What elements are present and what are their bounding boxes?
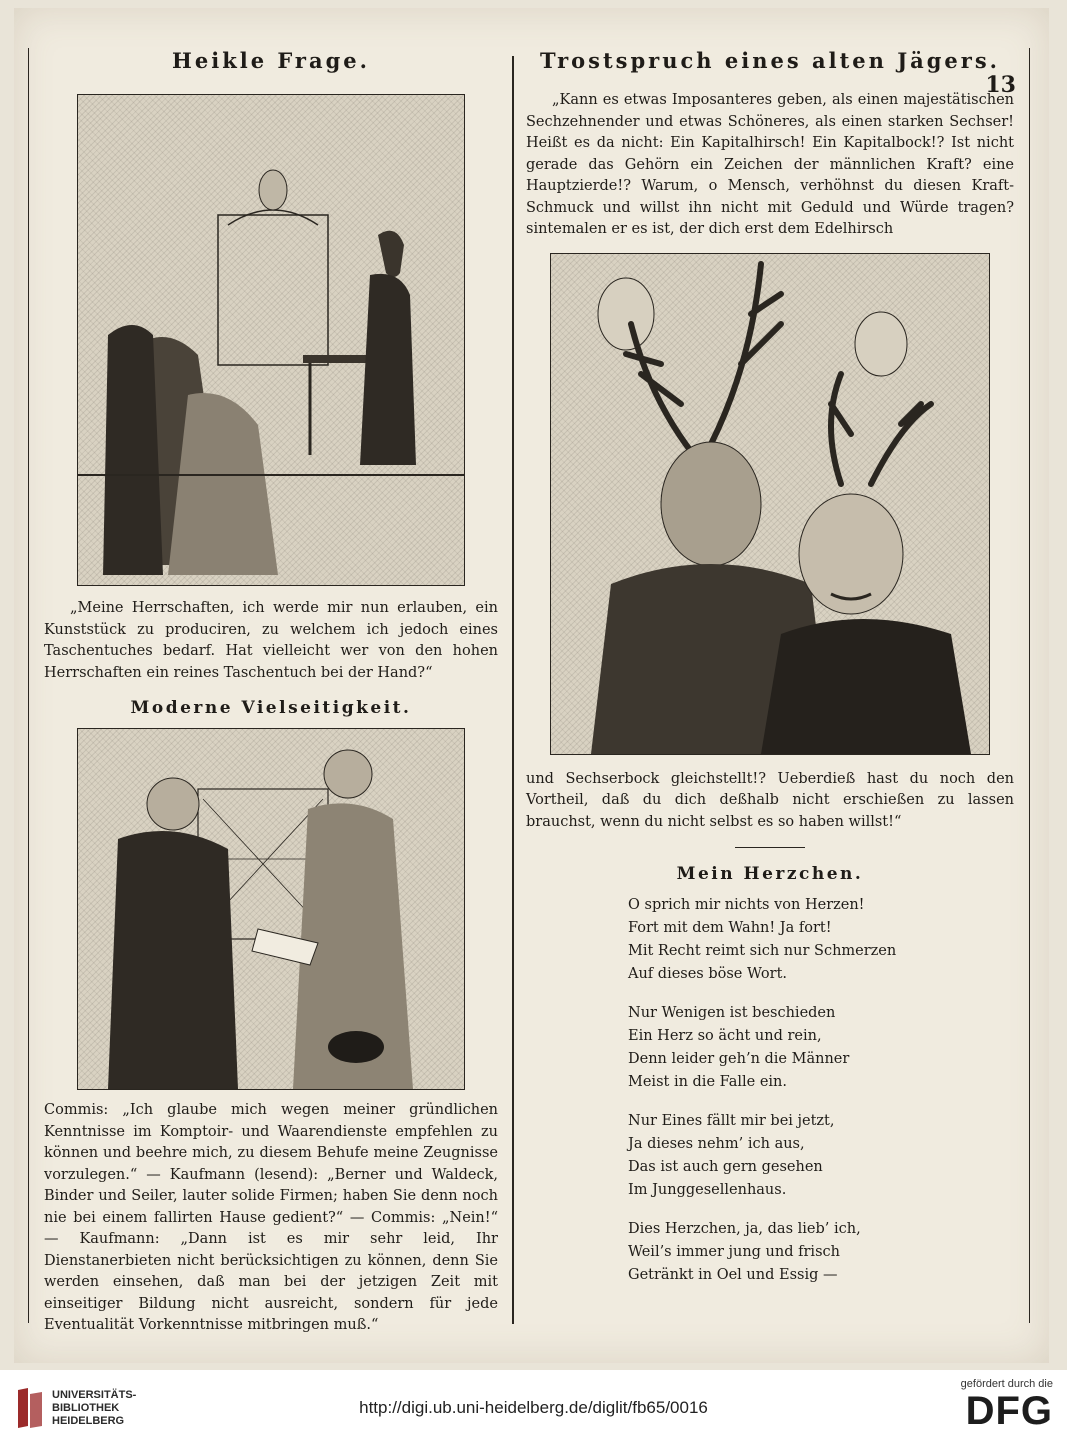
- poem-line: Meist in die Falle ein.: [628, 1074, 787, 1090]
- article-title-moderne-vielseitigkeit: Moderne Vielseitigkeit.: [130, 698, 412, 718]
- logo-line: BIBLIOTHEK: [52, 1401, 120, 1414]
- column-divider: [512, 56, 514, 1324]
- poem-line: Im Junggesellenhaus.: [628, 1182, 787, 1198]
- poem-stanza: [628, 1110, 1020, 1202]
- left-column: [36, 48, 506, 1337]
- poem-stanza: [628, 1002, 1020, 1094]
- poem-line: Nur Wenigen ist beschieden: [628, 1005, 836, 1021]
- poem-line: Ja dieses nehm’ ich aus,: [628, 1136, 805, 1152]
- logo-line: HEIDELBERG: [52, 1414, 125, 1427]
- poem-line: Mit Recht reimt sich nur Schmerzen: [628, 943, 897, 959]
- poem-mein-herzchen: [520, 894, 1020, 1287]
- poem-stanza: [628, 1218, 1020, 1287]
- page-number: 13: [985, 72, 1016, 98]
- poem-line: Denn leider geh’n die Männer: [628, 1051, 850, 1067]
- poem-line: Getränkt in Oel und Essig —: [628, 1267, 838, 1283]
- poem-stanza: [628, 894, 1020, 986]
- dialogue-moderne-vielseitigkeit: Commis: „Ich glaube mich wegen meiner gründlichen Kenntnisse im Komptoir- und Waarendienste empfehlen zu können und beehre mich, zu diesem Behufe meine Zeugnisse vorzulegen.“ — Kaufmann (lesend): „Berner und Waldeck, Binder und Seiler, lauter solide Firmen; haben Sie denn noch nie bei einem fallirten Hause gedient?“ — Commis: „Nein!“ — Kaufmann: „Dann ist es mir sehr leid, Ihr Dienstanerbieten nicht berücksichtigen zu können, denn Sie werden einsehen, daß man bei der jetzigen Zeit mit einseitiger Bildung nicht ausreicht, sondern für jede Eventualität Vorkenntnisse mitbringen muß.“: [44, 1102, 498, 1333]
- article-title-heikle-frage: Heikle Frage.: [172, 48, 370, 73]
- poem-line: Dies Herzchen, ja, das lieb’ ich,: [628, 1221, 861, 1237]
- poem-line: Nur Eines fällt mir bei jetzt,: [628, 1113, 835, 1129]
- section-divider: [735, 847, 805, 848]
- poem-line: O sprich mir nichts von Herzen!: [628, 897, 865, 913]
- engraving-merchant-and-clerk: [78, 729, 464, 1089]
- poem-line: Das ist auch gern gesehen: [628, 1159, 823, 1175]
- poem-title-mein-herzchen: Mein Herzchen.: [676, 864, 864, 884]
- illustration-magician: [77, 94, 465, 586]
- scanned-page: [14, 8, 1049, 1363]
- logo-line: UNIVERSITÄTS-: [52, 1388, 137, 1401]
- poem-line: Auf dieses böse Wort.: [628, 966, 788, 982]
- illustration-horned-men: [550, 253, 990, 755]
- poem-line: Fort mit dem Wahn! Ja fort!: [628, 920, 832, 936]
- poem-line: Ein Herz so ächt und rein,: [628, 1028, 822, 1044]
- footer-bar: [0, 1370, 1067, 1448]
- engraving-antlered-gentlemen: [551, 254, 989, 754]
- dfg-funding-block[interactable]: [961, 1378, 1053, 1432]
- caption-heikle-frage: „Meine Herrschaften, ich werde mir nun erlauben, ein Kunststück zu produciren, zu welchem ich jedoch eines Taschentuches bedarf. Hat vielleicht wer von den hohen Herrschaften ein reines Taschentuch bei der Hand?“: [44, 600, 498, 681]
- permalink-url[interactable]: http://digi.ub.uni-heidelberg.de/diglit/fb65/0016: [359, 1398, 708, 1417]
- right-column: [520, 48, 1020, 1303]
- dfg-logo: DFG: [965, 1389, 1053, 1433]
- text-trostspruch-part2: und Sechserbock gleichstellt!? Ueberdieß hast du noch den Vortheil, daß du dich deßhalb nicht erschießen zu lassen brauchst, wenn du nicht selbst es so haben willst!“: [526, 770, 1014, 830]
- engraving-magician-scene: [78, 95, 464, 585]
- illustration-merchant-clerk: [77, 728, 465, 1090]
- article-title-trostspruch: Trostspruch eines alten Jägers.: [539, 48, 1000, 73]
- funding-note: gefördert durch die: [960, 1378, 1053, 1390]
- text-trostspruch-part1: „Kann es etwas Imposanteres geben, als einen majestätischen Sechzehnender und etwas Schöneres, als einen starken Sechser! Heißt es da nicht: Ein Kapitalhirsch! Ein Kapitalbock!? Ist nicht gerade das Gehörn ein Zeichen der männlichen Kraft? eine Hauptzierde!? Warum, o Mensch, verhöhnst du diesen Kraft-Schmuck und willst ihn nicht mit Geduld und Würde tragen? sintemalen er es ist, der dich erst dem Edelhirsch: [526, 92, 1014, 237]
- poem-line: Weil’s immer jung und frisch: [628, 1244, 840, 1260]
